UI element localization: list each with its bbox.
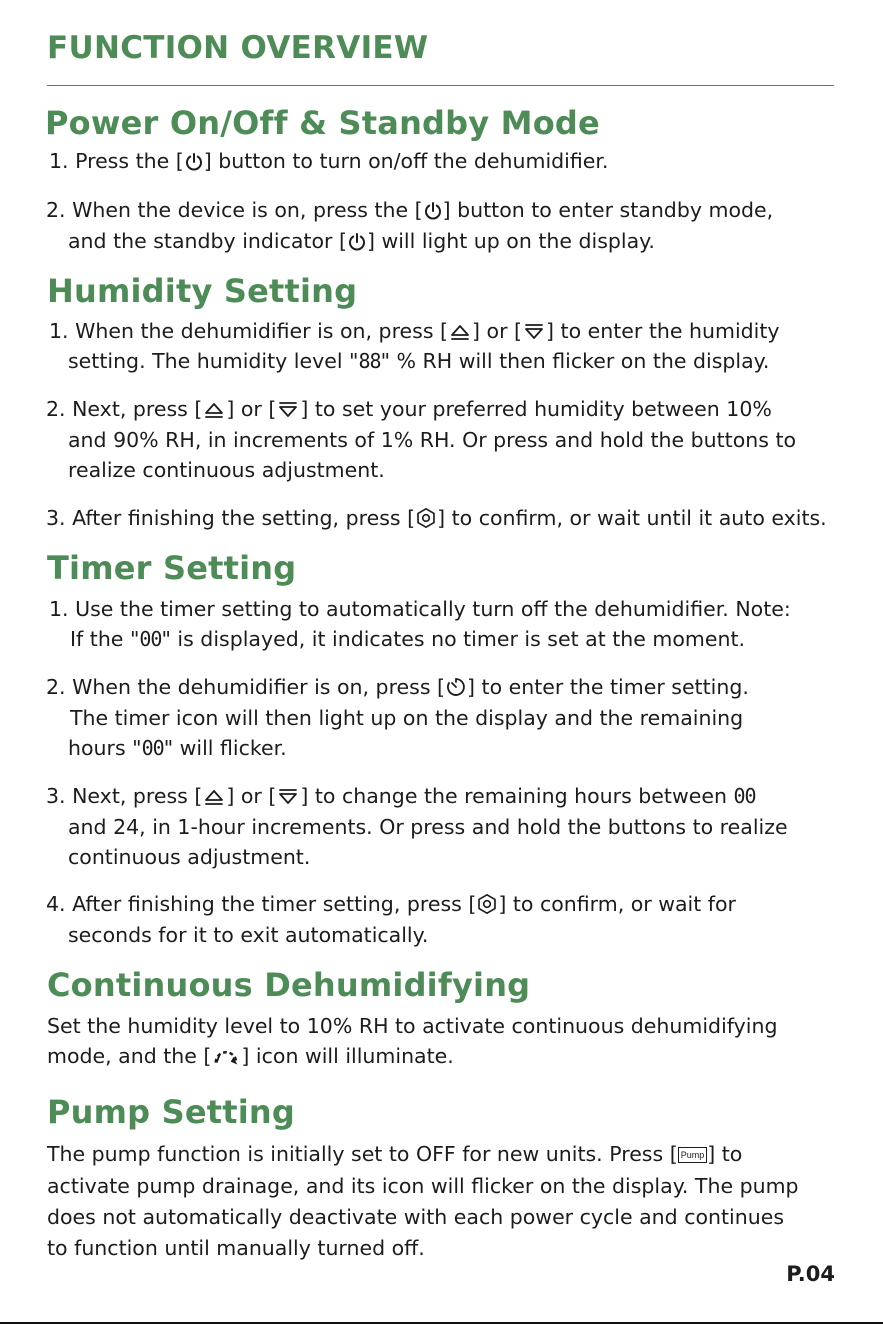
step-number: 4. xyxy=(46,892,66,916)
power-step-2-cont xyxy=(68,229,655,253)
triangle-down-icon xyxy=(522,322,546,342)
section-heading-timer: Timer Setting xyxy=(47,549,297,587)
triangle-down-icon xyxy=(276,787,300,807)
continuous-dehumidify-icon xyxy=(211,1045,241,1067)
step-text: The pump function is initially set to OFF for new units. Press [ xyxy=(47,1142,678,1166)
triangle-up-icon xyxy=(202,787,226,807)
step-text: After finishing the setting, press [ xyxy=(72,506,416,530)
power-icon xyxy=(423,201,443,221)
triangle-up-icon xyxy=(202,400,226,420)
step-number: 2. xyxy=(46,675,66,699)
timer-step-1-cont xyxy=(70,627,745,651)
pump-text xyxy=(47,1142,742,1166)
step-text: Next, press [ xyxy=(72,397,203,421)
power-step-1 xyxy=(49,149,608,173)
timer-icon xyxy=(445,676,467,698)
humidity-step-2-cont: and 90% RH, in increments of 1% RH. Or press and hold the buttons to xyxy=(68,428,797,452)
step-text: ] to enter the humidity xyxy=(546,319,780,343)
step-text: ] to xyxy=(707,1142,743,1166)
step-text: ] to confirm, or wait for xyxy=(498,892,736,916)
gear-icon xyxy=(415,507,437,529)
triangle-up-icon xyxy=(448,322,472,342)
segment-display-88: 88 xyxy=(358,349,381,373)
step-text: Use the timer setting to automatically turn off the dehumidifier. Note: xyxy=(75,597,791,621)
step-number: 1. xyxy=(49,597,69,621)
pump-text-cont: activate pump drainage, and its icon will flicker on the display. The pump xyxy=(47,1174,799,1198)
step-text: ] button to enter standby mode, xyxy=(442,198,774,222)
timer-step-3 xyxy=(46,784,756,808)
timer-step-4 xyxy=(46,892,736,916)
step-text: Next, press [ xyxy=(72,784,203,808)
step-text: If the " xyxy=(70,627,140,651)
timer-step-2-cont: The timer icon will then light up on the display and the remaining xyxy=(70,706,744,730)
step-number: 2. xyxy=(46,397,66,421)
page-title: FUNCTION OVERVIEW xyxy=(47,30,429,66)
step-text: " is displayed, it indicates no timer is set at the moment. xyxy=(161,627,746,651)
step-number: 3. xyxy=(46,506,66,530)
continuous-text: Set the humidity level to 10% RH to activate continuous dehumidifying xyxy=(47,1014,778,1038)
title-divider xyxy=(47,85,834,86)
step-text: ] or [ xyxy=(226,784,277,808)
step-text: ] will light up on the display. xyxy=(366,229,655,253)
step-number: 3. xyxy=(46,784,66,808)
page-number: P.04 xyxy=(786,1262,835,1286)
pump-icon: Pump xyxy=(678,1147,708,1163)
step-text: ] to set your preferred humidity between 10% xyxy=(300,397,772,421)
section-heading-power: Power On/Off & Standby Mode xyxy=(45,104,600,142)
timer-step-4-cont: seconds for it to exit automatically. xyxy=(68,923,429,947)
step-text: hours " xyxy=(68,736,142,760)
step-text: mode, and the [ xyxy=(47,1044,212,1068)
timer-step-3-cont: and 24, in 1-hour increments. Or press and hold the buttons to realize xyxy=(68,815,788,839)
humidity-step-3 xyxy=(46,506,827,530)
gear-icon xyxy=(476,893,498,915)
step-text: " will flicker. xyxy=(163,736,287,760)
step-text: When the device is on, press the [ xyxy=(72,198,423,222)
step-text: When the dehumidifier is on, press [ xyxy=(72,675,446,699)
section-heading-pump: Pump Setting xyxy=(47,1093,296,1131)
section-heading-continuous: Continuous Dehumidifying xyxy=(47,966,531,1004)
timer-step-1 xyxy=(49,597,791,621)
step-text: and the standby indicator [ xyxy=(68,229,347,253)
timer-step-2-cont xyxy=(68,736,287,760)
pump-text-cont: to function until manually turned off. xyxy=(47,1236,425,1260)
section-heading-humidity: Humidity Setting xyxy=(47,272,358,310)
power-icon xyxy=(184,152,204,172)
humidity-step-1-cont xyxy=(68,349,769,373)
timer-step-2 xyxy=(46,675,749,699)
step-text: ] or [ xyxy=(472,319,523,343)
step-text: ] to enter the timer setting. xyxy=(467,675,749,699)
step-text: setting. The humidity level " xyxy=(68,349,359,373)
step-text: When the dehumidifier is on, press [ xyxy=(75,319,449,343)
step-number: 1. xyxy=(49,319,69,343)
step-text: ] or [ xyxy=(226,397,277,421)
step-text: Press the [ xyxy=(75,149,184,173)
triangle-down-icon xyxy=(276,400,300,420)
continuous-text-cont xyxy=(47,1044,454,1068)
power-step-2 xyxy=(46,198,773,222)
standby-indicator-icon xyxy=(347,232,367,252)
humidity-step-1 xyxy=(49,319,780,343)
humidity-step-2-cont: realize continuous adjustment. xyxy=(68,458,385,482)
step-text: ] to confirm, or wait until it auto exits. xyxy=(437,506,827,530)
step-number: 1. xyxy=(49,149,69,173)
step-text: ] to change the remaining hours between xyxy=(300,784,727,808)
step-text: After finishing the timer setting, press [ xyxy=(72,892,477,916)
step-text: ] button to turn on/off the dehumidifier. xyxy=(203,149,609,173)
segment-display-00: 00 xyxy=(139,627,162,651)
timer-step-3-cont: continuous adjustment. xyxy=(68,845,311,869)
pump-text-cont: does not automatically deactivate with each power cycle and continues xyxy=(47,1205,785,1229)
segment-display-00: 00 xyxy=(141,736,164,760)
step-text: ] icon will illuminate. xyxy=(241,1044,454,1068)
humidity-step-2 xyxy=(46,397,772,421)
step-number: 2. xyxy=(46,198,66,222)
step-text: " % RH will then flicker on the display. xyxy=(380,349,770,373)
segment-display-00: 00 xyxy=(733,784,756,808)
